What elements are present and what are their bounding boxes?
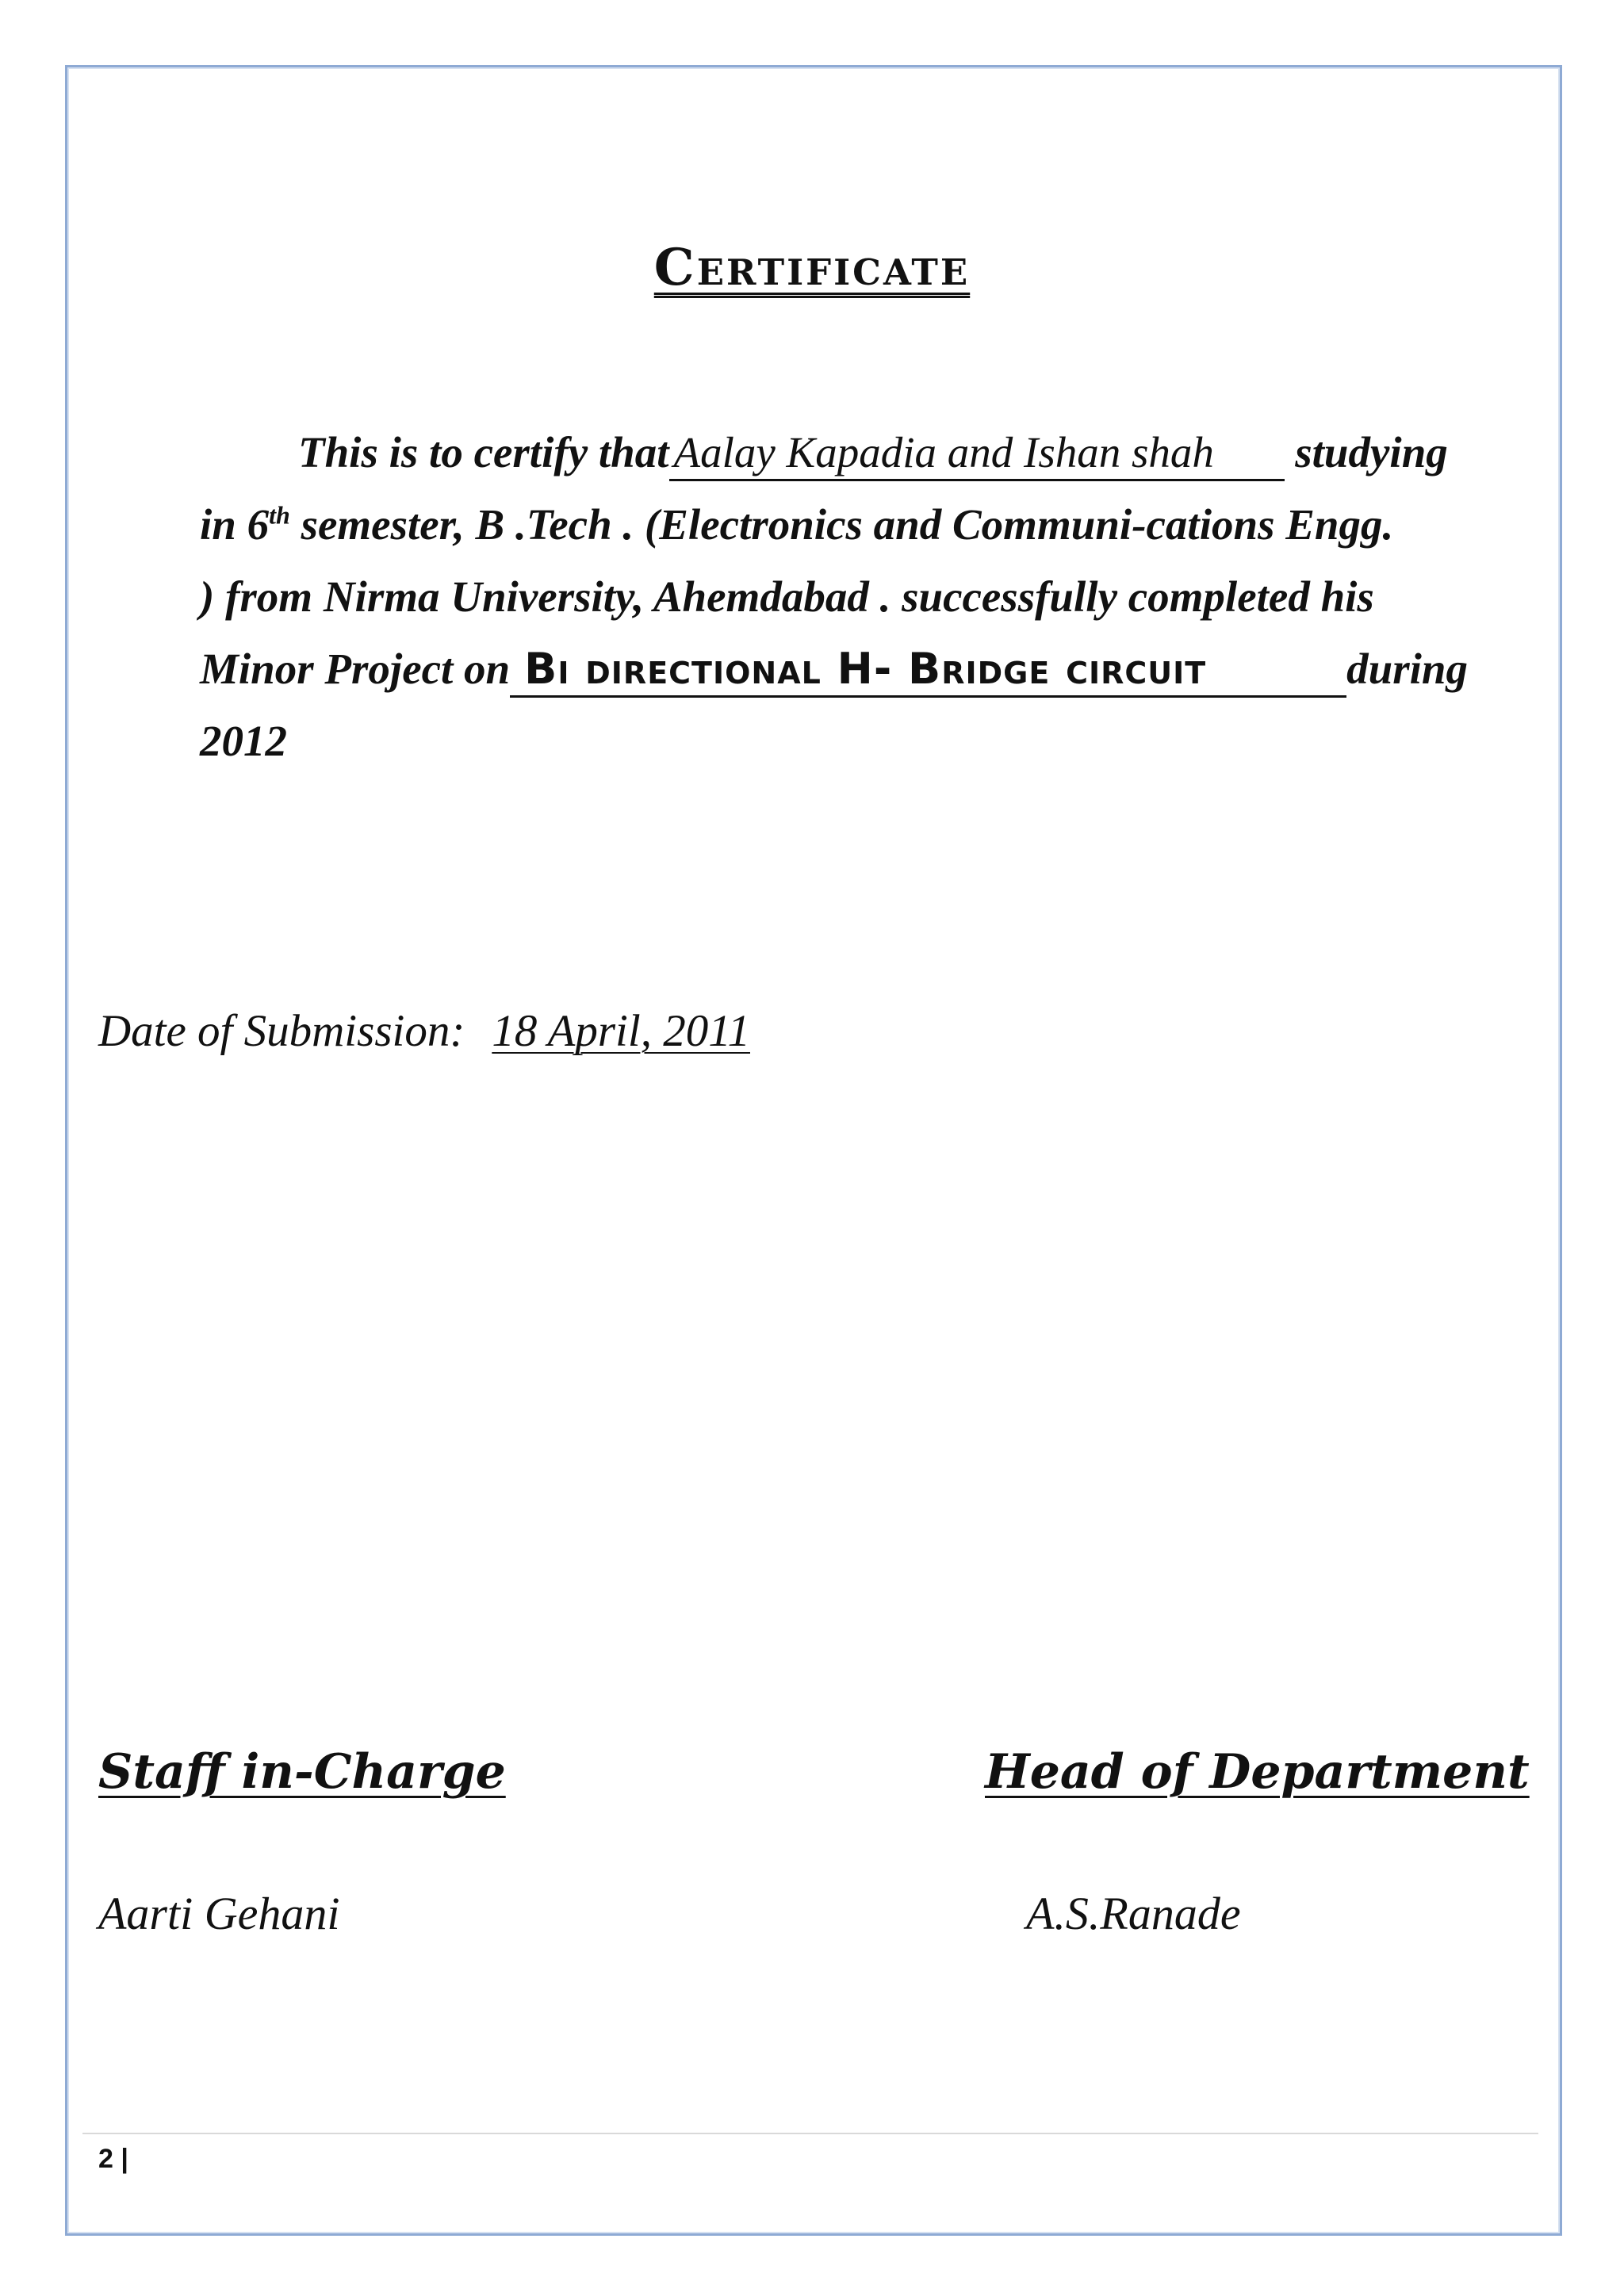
semester-prefix: in 6	[200, 500, 270, 549]
certify-text: This is to certify that	[298, 428, 669, 476]
page-number: 2 |	[98, 2144, 128, 2174]
studying-text: studying	[1295, 428, 1448, 476]
submission-date: 18 April, 2011	[492, 1006, 750, 1056]
body-line-2	[200, 488, 1532, 561]
program-text: semester, B .Tech . (Electronics and Communi-cations Engg.	[289, 500, 1394, 549]
submission-date-line	[98, 1005, 750, 1057]
project-prefix: Minor Project on	[200, 645, 511, 693]
body-line-5	[200, 705, 1532, 777]
body-line-4	[200, 633, 1532, 705]
footer-divider	[82, 2133, 1538, 2134]
certificate-title: Certificate	[653, 238, 971, 297]
certificate-body	[200, 416, 1532, 777]
staff-name: Aarti Gehani	[98, 1888, 340, 1939]
university-text: ) from Nirma University, Ahemdabad . successfully completed his	[200, 572, 1374, 621]
staff-heading: Staff in-Charge	[98, 1744, 506, 1800]
project-year: 2012	[200, 717, 287, 765]
hod-name: A.S.Ranade	[1026, 1888, 1241, 1939]
during-text: during	[1346, 645, 1469, 693]
student-names: Aalay Kapadia and Ishan shah	[669, 427, 1285, 481]
project-title: Bi directional H- Bridge circuit	[510, 643, 1346, 698]
hod-heading: Head of Department	[985, 1744, 1530, 1800]
submission-label: Date of Submission:	[98, 1006, 465, 1056]
body-line-1	[200, 416, 1532, 488]
body-line-3	[200, 561, 1532, 633]
semester-suffix: th	[269, 500, 290, 530]
